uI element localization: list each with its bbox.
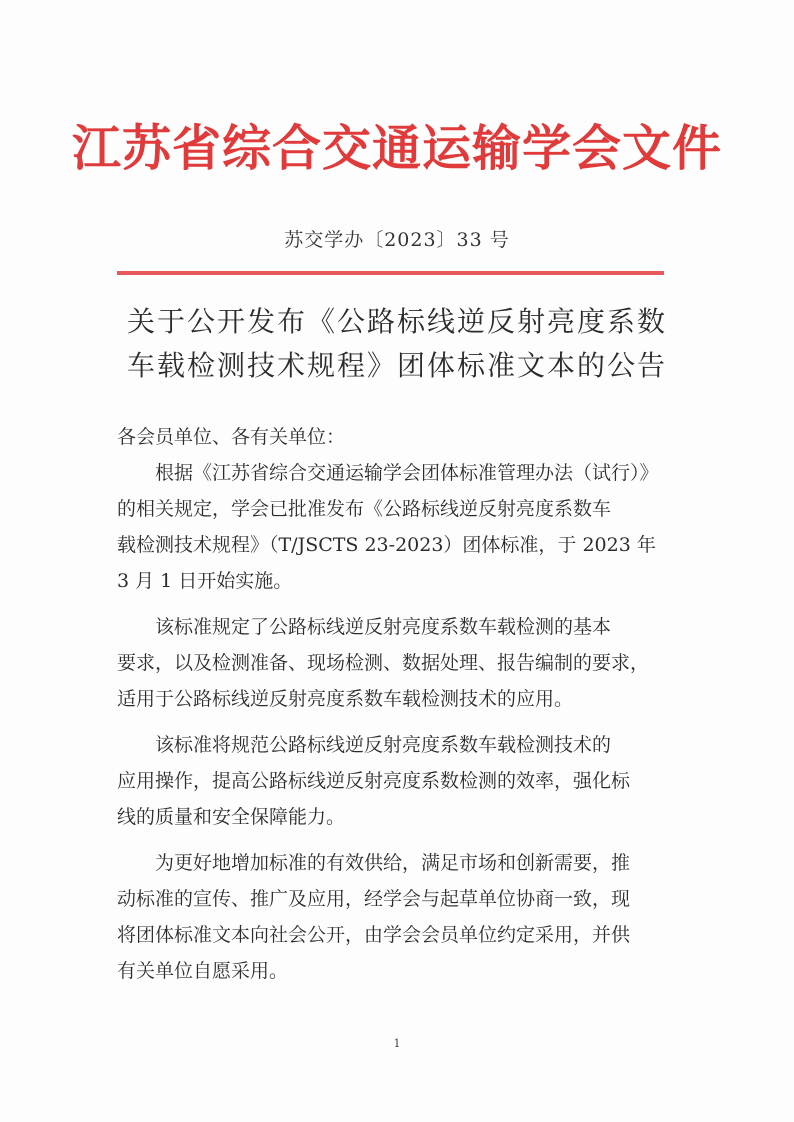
paragraph-2 xyxy=(117,609,665,717)
notice-title-line-2: 车载检测技术规程》团体标准文本的公告 xyxy=(126,349,667,382)
notice-title xyxy=(90,300,704,388)
paragraph-line: 该标准将规范公路标线逆反射亮度系数车载检测技术的 xyxy=(155,734,612,756)
paragraph-line: 载检测技术规程》（T/JSCTS 23-2023）团体标准，于 2023 年 xyxy=(117,534,656,556)
paragraph-line: 动标准的宣传、推广及应用，经学会与起草单位协商一致，现 xyxy=(117,888,631,910)
paragraph-line: 线的质量和安全保障能力。 xyxy=(117,806,346,828)
paragraph-line: 应用操作，提高公路标线逆反射亮度系数检测的效率，强化标 xyxy=(117,770,631,792)
paragraph-line: 要求，以及检测准备、现场检测、数据处理、报告编制的要求， xyxy=(117,652,650,674)
paragraph-line: 为更好地增加标准的有效供给，满足市场和创新需要，推 xyxy=(155,852,631,874)
notice-body xyxy=(117,455,665,999)
paragraph-1 xyxy=(117,455,665,599)
paragraph-line: 该标准规定了公路标线逆反射亮度系数车载检测的基本 xyxy=(155,616,612,638)
paragraph-line: 适用于公路标线逆反射亮度系数车载检测技术的应用。 xyxy=(117,688,574,710)
paragraph-3 xyxy=(117,727,665,835)
paragraph-line: 将团体标准文本向社会公开，由学会会员单位约定采用，并供 xyxy=(117,924,631,946)
paragraph-line: 根据《江苏省综合交通运输学会团体标准管理办法（试行）》 xyxy=(155,462,659,484)
notice-title-line-1: 关于公开发布《公路标线逆反射亮度系数 xyxy=(126,305,667,338)
paragraph-line: 3 月 1 日开始实施。 xyxy=(117,570,293,592)
masthead-title: 江苏省综合交通运输学会文件 xyxy=(71,119,722,177)
paragraph-line: 有关单位自愿采用。 xyxy=(117,960,289,982)
paragraph-line: 的相关规定，学会已批准发布《公路标线逆反射亮度系数车 xyxy=(117,498,612,520)
page-number: 1 xyxy=(393,1037,401,1050)
salutation: 各会员单位、各有关单位： xyxy=(117,426,346,448)
red-divider-line xyxy=(117,271,664,275)
document-number: 苏交学办〔2023〕33 号 xyxy=(284,229,510,251)
paragraph-4 xyxy=(117,845,665,989)
